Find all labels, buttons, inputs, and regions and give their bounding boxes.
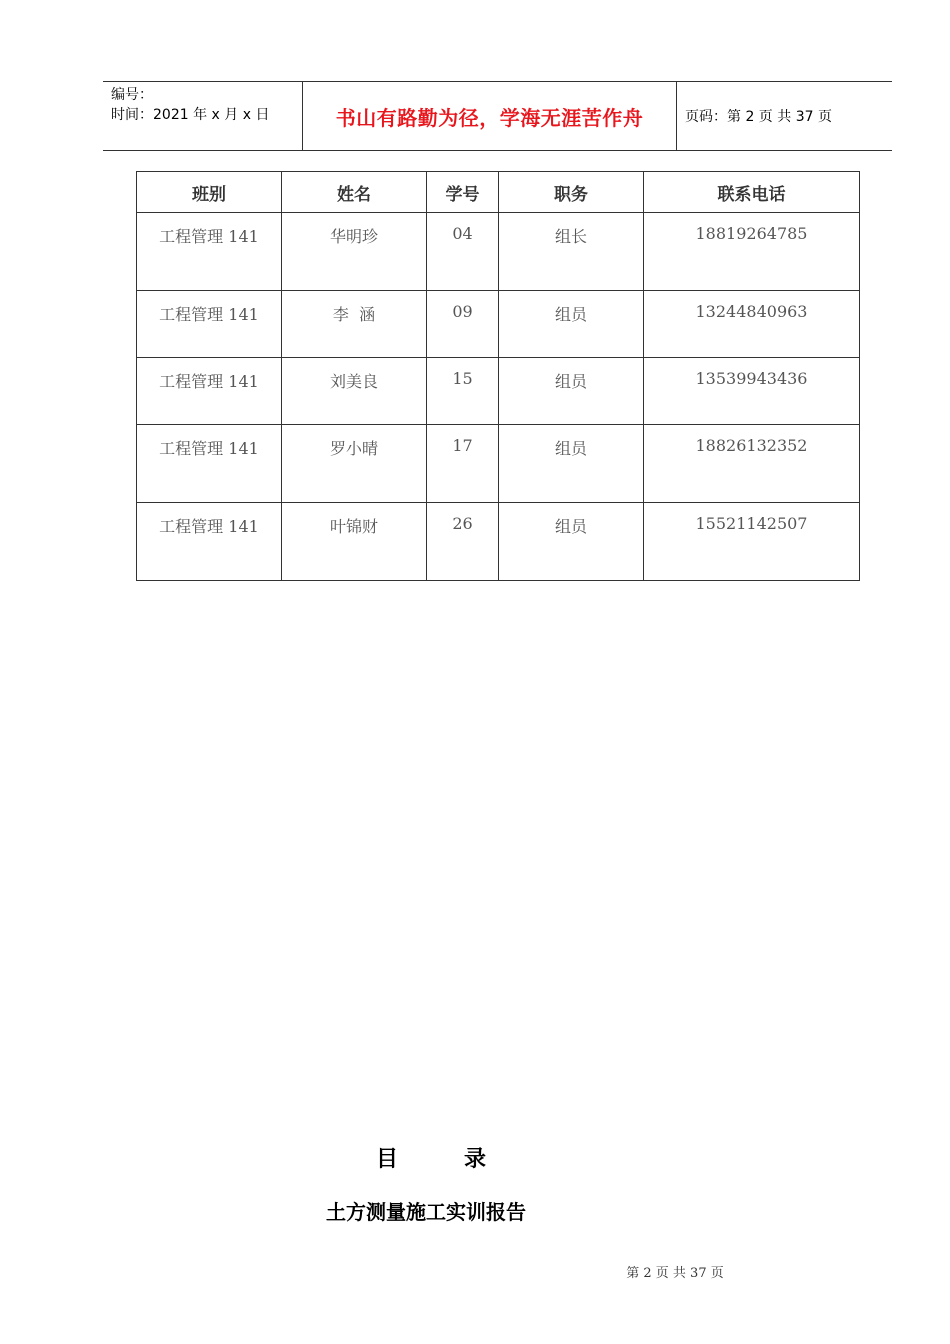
cell-role: 组员 xyxy=(499,503,644,581)
cell-phone: 13244840963 xyxy=(644,291,860,358)
table-row xyxy=(137,503,860,581)
page-footer: 第 2 页 共 37 页 xyxy=(626,1266,724,1281)
header-time-label: 时间：2021 年 x 月 x 日 xyxy=(111,107,270,123)
cell-phone: 15521142507 xyxy=(644,503,860,581)
cell-role: 组员 xyxy=(499,291,644,358)
report-subtitle: 土方测量施工实训报告 xyxy=(326,1200,526,1224)
table-row xyxy=(137,358,860,425)
cell-class: 工程管理 141 xyxy=(137,503,282,581)
column-header-phone: 联系电话 xyxy=(644,172,860,213)
table-row xyxy=(137,213,860,291)
header-number-label: 编号： xyxy=(111,87,153,103)
page-header xyxy=(103,81,892,151)
cell-class: 工程管理 141 xyxy=(137,425,282,503)
cell-role: 组员 xyxy=(499,358,644,425)
table-row xyxy=(137,291,860,358)
cell-class: 工程管理 141 xyxy=(137,358,282,425)
cell-role: 组长 xyxy=(499,213,644,291)
column-header-student-id: 学号 xyxy=(427,172,499,213)
column-header-class: 班别 xyxy=(137,172,282,213)
cell-name: 李 涵 xyxy=(282,291,427,358)
header-meta xyxy=(111,85,269,125)
cell-phone: 18826132352 xyxy=(644,425,860,503)
cell-student-id: 09 xyxy=(427,291,499,358)
cell-name: 罗小晴 xyxy=(282,425,427,503)
cell-name: 华明珍 xyxy=(282,213,427,291)
header-motto: 书山有路勤为径，学海无涯苦作舟 xyxy=(335,105,644,130)
cell-student-id: 26 xyxy=(427,503,499,581)
toc-title-char: 录 xyxy=(464,1147,487,1172)
cell-phone: 18819264785 xyxy=(644,213,860,291)
cell-phone: 13539943436 xyxy=(644,358,860,425)
column-header-role: 职务 xyxy=(499,172,644,213)
cell-name: 叶锦财 xyxy=(282,503,427,581)
table-header-row xyxy=(137,172,860,213)
header-page-label: 页码：第 2 页 共 37 页 xyxy=(685,109,832,125)
cell-class: 工程管理 141 xyxy=(137,291,282,358)
toc-title-char: 目 xyxy=(376,1147,399,1172)
cell-name: 刘美良 xyxy=(282,358,427,425)
cell-student-id: 04 xyxy=(427,213,499,291)
cell-role: 组员 xyxy=(499,425,644,503)
cell-student-id: 17 xyxy=(427,425,499,503)
member-table xyxy=(136,171,860,581)
toc-title xyxy=(376,1142,486,1173)
cell-class: 工程管理 141 xyxy=(137,213,282,291)
table-row xyxy=(137,425,860,503)
cell-student-id: 15 xyxy=(427,358,499,425)
column-header-name: 姓名 xyxy=(282,172,427,213)
header-divider xyxy=(676,82,677,150)
